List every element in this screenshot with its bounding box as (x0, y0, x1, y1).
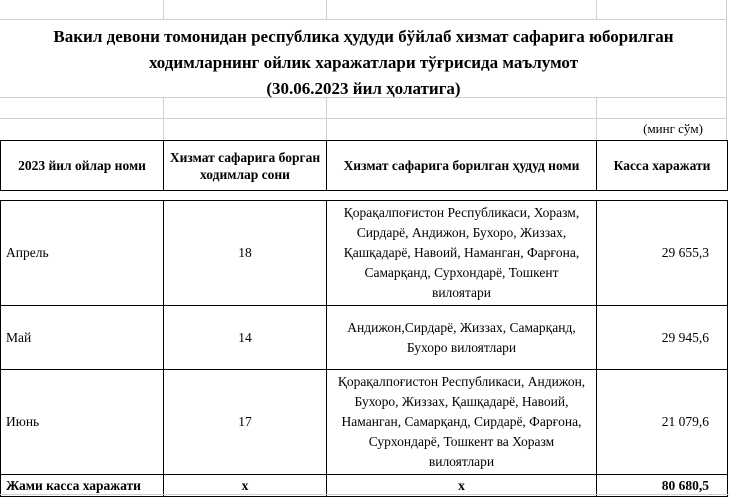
header-row (1, 141, 728, 191)
gridline-vertical (726, 119, 727, 140)
cell-employees: 17 (164, 370, 327, 475)
gridline-bottom (0, 494, 729, 495)
table-data (0, 200, 728, 497)
cell-expense: 29 945,6 (597, 306, 728, 370)
cell-expense: 21 079,6 (597, 370, 728, 475)
report-title (0, 20, 727, 98)
unit-note: (минг сўм) (643, 121, 703, 136)
table-row-may (1, 306, 728, 370)
cell-month: Июнь (1, 370, 164, 475)
gridline-vertical (326, 98, 327, 118)
gridline-vertical (163, 119, 164, 140)
title-line-1: Вакил девони томонидан республика ҳудуди бўйлаб хизмат сафарига юборилган (53, 27, 674, 46)
gridline-vertical (726, 0, 727, 19)
table-row-june (1, 370, 728, 475)
header-cell-expense: Касса харажати (597, 141, 728, 191)
cell-total-regions: х (327, 475, 597, 497)
gridline-vertical (596, 98, 597, 118)
cell-total-employees: х (164, 475, 327, 497)
gridline-vertical (596, 119, 597, 140)
gridline-vertical (726, 98, 727, 118)
cell-month: Апрель (1, 201, 164, 306)
gridline-vertical (326, 119, 327, 140)
gridline-vertical (163, 0, 164, 19)
cell-total-expense: 80 680,5 (597, 475, 728, 497)
grid-row-top (0, 0, 727, 20)
table-row-april (1, 201, 728, 306)
gridline-vertical (726, 20, 727, 97)
cell-regions: Қорақалпоғистон Республикаси, Хоразм, Сирдарё, Андижон, Бухоро, Жиззах, Қашқадарё, Навоий, Наманган, Фарғона, Самарқанд, Сурхондарё, Тошкент вилоятари (327, 201, 597, 306)
cell-employees: 14 (164, 306, 327, 370)
header-cell-employees: Хизмат сафарига борган ходимлар сони (164, 141, 327, 191)
cell-month: Май (1, 306, 164, 370)
cell-total-label: Жами касса харажати (1, 475, 164, 497)
header-cell-regions: Хизмат сафарига борилган ҳудуд номи (327, 141, 597, 191)
cell-employees: 18 (164, 201, 327, 306)
gridline-vertical (596, 0, 597, 19)
cell-regions: Андижон,Сирдарё, Жиззах, Самарқанд, Бухоро вилоятлари (327, 306, 597, 370)
title-line-3: (30.06.2023 йил ҳолатига) (266, 79, 461, 98)
table-header-row (0, 140, 728, 191)
title-line-2: ходимларнинг ойлик харажатлари тўғрисида маълумот (148, 53, 579, 72)
header-cell-month: 2023 йил ойлар номи (1, 141, 164, 191)
grid-row-empty (0, 98, 727, 119)
cell-expense: 29 655,3 (597, 201, 728, 306)
gridline-vertical (163, 98, 164, 118)
grid-row-unit-note (0, 119, 727, 140)
cell-regions: Қорақалпоғистон Республикаси, Андижон, Бухоро, Жиззах, Қашқадарё, Навоий, Наманган, Самарқанд, Сирдарё, Фарғона, Сурхондарё, Тошкент ва Хоразм вилоятлари (327, 370, 597, 475)
gridline-vertical (326, 0, 327, 19)
